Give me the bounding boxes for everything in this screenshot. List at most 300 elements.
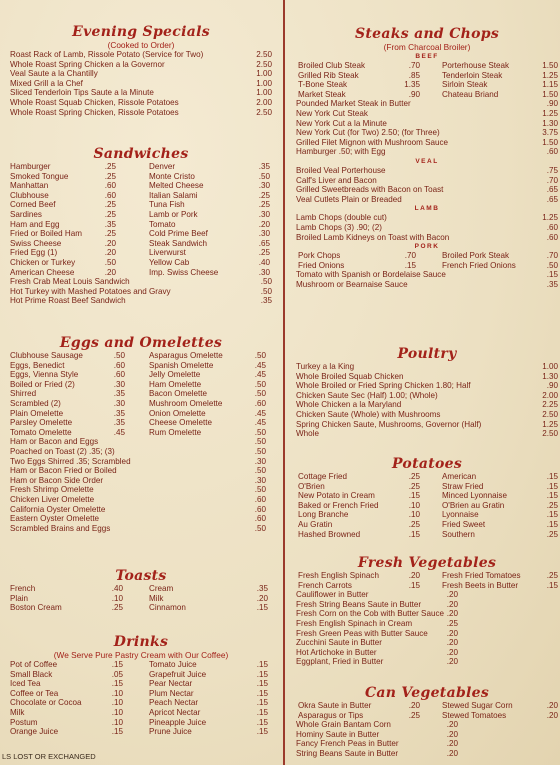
item-name: Tuna Fish	[149, 200, 185, 210]
item-name: Whole Broiled Squab Chicken	[296, 371, 404, 381]
item-price: .25	[408, 472, 420, 481]
item-price: 2.50	[256, 50, 272, 59]
item-name: Hamburger .50; with Egg	[296, 147, 386, 157]
item-price: .15	[111, 660, 123, 669]
item-name: Straw Fried	[442, 481, 484, 491]
menu-item-pair	[10, 584, 272, 594]
item-price: .50	[258, 171, 270, 181]
menu-item-pair	[296, 71, 558, 81]
menu-item	[10, 98, 272, 108]
item-name: American Cheese	[10, 267, 75, 277]
section-subtitle: (Cooked to Order)	[107, 40, 175, 50]
item-name: Rum Omelette	[149, 427, 202, 437]
menu-item-pair	[296, 80, 558, 90]
menu-item	[296, 213, 558, 223]
item-name: Mushroom Omelette	[149, 398, 223, 408]
item-price: .60	[104, 190, 116, 200]
item-name: Whole	[296, 429, 319, 439]
item-price: .20	[446, 739, 458, 749]
item-name: T-Bone Steak	[298, 80, 348, 90]
item-name: Orange Juice	[10, 727, 59, 737]
item-price: 1.15	[542, 80, 558, 90]
item-price: .25	[104, 171, 116, 181]
item-price: .60	[546, 232, 558, 242]
item-price: 2.50	[256, 59, 272, 69]
item-price: 2.50	[256, 107, 272, 117]
item-price: 1.50	[542, 89, 558, 99]
item-price: 1.25	[542, 213, 558, 223]
item-price: .15	[404, 260, 416, 270]
menu-item	[10, 88, 272, 98]
item-name: Ham or Bacon Fried or Boiled	[10, 466, 117, 476]
item-price: .15	[546, 472, 558, 481]
item-name: Cold Prime Beef	[149, 229, 208, 239]
menu-item-pair	[296, 90, 558, 100]
item-name: Clubhouse Sausage	[10, 351, 83, 360]
item-price: .70	[546, 251, 558, 261]
menu-item-pair	[296, 61, 558, 71]
item-name: Lamb Chops (double cut)	[296, 213, 387, 223]
poultry-section	[296, 346, 558, 439]
item-name: French Carrots	[298, 580, 352, 590]
section-title: Fresh Vegetables	[357, 555, 497, 571]
item-price: .60	[254, 504, 266, 514]
item-name: Eggs, Vienna Style	[10, 370, 79, 380]
menu-item	[296, 619, 558, 629]
item-name: New York Cut (for Two) 2.50; (for Three)	[296, 128, 440, 138]
item-price: .20	[104, 248, 116, 258]
menu-item-pair	[10, 191, 272, 201]
item-name: Baked or French Fried	[298, 500, 379, 510]
item-price: .15	[546, 519, 558, 529]
item-price: .10	[111, 698, 123, 708]
item-price: .15	[546, 270, 558, 280]
item-price: .60	[113, 370, 125, 380]
item-price: .60	[546, 222, 558, 232]
item-price: .45	[254, 418, 266, 428]
item-price: .20	[446, 609, 458, 619]
item-name: Boiled or Fried (2)	[10, 379, 75, 389]
item-name: Fresh Green Peas with Butter Sauce	[296, 628, 428, 638]
item-price: .10	[111, 593, 123, 603]
menu-item-pair	[296, 520, 558, 530]
item-price: .25	[258, 200, 270, 210]
fresh-vegetables-section	[296, 555, 558, 667]
menu-item-pair	[10, 248, 272, 258]
item-name: Jelly Omelette	[149, 370, 201, 380]
menu-item-pair	[10, 351, 272, 361]
item-name: Two Eggs Shirred .35; Scrambled	[10, 456, 131, 466]
item-price: 2.25	[542, 400, 558, 410]
item-price: .20	[446, 748, 458, 758]
menu-item-pair	[10, 670, 272, 680]
item-name: Tenderloin Steak	[442, 70, 503, 80]
item-name: Ham or Bacon and Eggs	[10, 437, 99, 447]
item-price: .05	[111, 669, 123, 679]
item-price: 2.00	[256, 97, 272, 107]
item-price: .35	[260, 296, 272, 306]
item-name: Tomato with Spanish or Bordelaise Sauce	[296, 270, 446, 280]
item-price: .30	[258, 181, 270, 191]
item-price: .15	[256, 717, 268, 727]
item-name: Broiled Pork Steak	[442, 251, 510, 261]
item-price: .10	[408, 510, 420, 520]
menu-item	[296, 166, 558, 176]
item-price: .20	[104, 238, 116, 248]
item-name: American	[442, 472, 477, 481]
item-price: .15	[256, 660, 268, 669]
item-name: Cream	[149, 584, 174, 593]
item-price: .45	[113, 427, 125, 437]
item-price: .65	[258, 238, 270, 248]
item-name: Whole Grain Bantam Corn	[296, 720, 391, 730]
item-name: Chateau Briand	[442, 89, 499, 99]
item-price: .25	[258, 248, 270, 258]
item-price: .20	[446, 599, 458, 609]
item-price: .20	[546, 701, 558, 710]
menu-item-pair	[296, 510, 558, 520]
item-price: .25	[258, 190, 270, 200]
menu-item-pair	[10, 418, 272, 428]
menu-item	[10, 505, 272, 515]
item-name: Scrambled Brains and Eggs	[10, 523, 111, 533]
menu-item-pair	[10, 698, 272, 708]
item-price: .90	[546, 99, 558, 109]
item-name: Fried Onions	[298, 260, 345, 270]
item-price: .50	[113, 351, 125, 360]
menu-item	[296, 147, 558, 157]
menu-item	[296, 609, 558, 619]
item-name: Cinnamon	[149, 603, 186, 613]
item-name: Grilled Sweetbreads with Bacon on Toast	[296, 185, 444, 195]
item-price: .30	[258, 229, 270, 239]
item-price: .30	[113, 379, 125, 389]
item-price: 1.30	[542, 371, 558, 381]
item-price: .30	[258, 267, 270, 277]
item-price: .35	[546, 279, 558, 289]
item-price: 1.00	[256, 78, 272, 88]
item-price: .75	[546, 165, 558, 175]
item-price: 1.00	[256, 88, 272, 98]
item-price: .50	[260, 277, 272, 287]
item-name: Fresh English Spinach in Cream	[296, 618, 413, 628]
menu-item-pair	[10, 409, 272, 419]
menu-item	[296, 138, 558, 148]
menu-item-pair	[296, 491, 558, 501]
item-price: .70	[408, 61, 420, 70]
menu-item	[10, 287, 272, 297]
item-price: .20	[256, 593, 268, 603]
menu-item-pair	[10, 689, 272, 699]
item-price: .60	[546, 147, 558, 157]
item-name: Chicken Saute Sec (Half) 1.00; (Whole)	[296, 390, 438, 400]
item-price: 3.75	[542, 128, 558, 138]
item-name: Plain Omelette	[10, 408, 64, 418]
item-price: .50	[254, 523, 266, 533]
item-price: .25	[546, 571, 558, 580]
item-price: 2.00	[542, 390, 558, 400]
item-name: Stewed Sugar Corn	[442, 701, 513, 710]
item-name: Broiled Veal Porterhouse	[296, 165, 386, 175]
item-price: .15	[256, 679, 268, 689]
item-name: Tomato Omelette	[10, 427, 72, 437]
menu-item	[10, 476, 272, 486]
item-price: .15	[546, 580, 558, 590]
item-price: .20	[446, 657, 458, 667]
item-name: Prune Juice	[149, 727, 192, 737]
menu-item	[10, 296, 272, 306]
item-name: French Fried Onions	[442, 260, 516, 270]
item-name: Milk	[10, 707, 25, 717]
menu-item-pair	[10, 594, 272, 604]
item-price: .15	[256, 727, 268, 737]
item-name: Fresh Fried Tomatoes	[442, 571, 521, 580]
item-price: .20	[446, 590, 458, 600]
item-price: 1.25	[542, 419, 558, 429]
item-name: Pork Chops	[298, 251, 341, 261]
item-name: String Beans Saute in Butter	[296, 748, 399, 758]
item-price: .25	[446, 618, 458, 628]
item-price: .45	[254, 408, 266, 418]
beef-label: BEEF	[415, 53, 439, 60]
item-name: Spanish Omelette	[149, 360, 214, 370]
item-name: Plain	[10, 593, 28, 603]
item-name: Postum	[10, 717, 38, 727]
menu-item	[296, 195, 558, 205]
item-name: Grapefruit Juice	[149, 669, 207, 679]
menu-item	[296, 233, 558, 243]
menu-item	[296, 420, 558, 430]
menu-item	[10, 485, 272, 495]
menu-item-pair	[10, 268, 272, 278]
item-name: Sliced Tenderloin Tips Saute a la Minute	[10, 88, 154, 98]
menu-item	[296, 730, 558, 740]
menu-item	[10, 495, 272, 505]
menu-item	[296, 223, 558, 233]
item-price: .25	[104, 200, 116, 210]
item-name: Whole Roast Spring Chicken, Rissole Potatoes	[10, 107, 179, 117]
menu-item	[296, 280, 558, 290]
menu-item	[296, 629, 558, 639]
menu-item-pair	[10, 718, 272, 728]
item-price: .20	[104, 267, 116, 277]
item-price: .35	[258, 162, 270, 171]
item-price: .70	[404, 251, 416, 261]
column-divider	[283, 0, 285, 765]
menu-item	[10, 60, 272, 70]
item-name: Milk	[149, 593, 164, 603]
item-name: Whole Broiled or Fried Spring Chicken 1.80; Half	[296, 381, 471, 391]
item-price: .20	[408, 701, 420, 710]
item-name: Peach Nectar	[149, 698, 199, 708]
menu-item-pair	[10, 679, 272, 689]
menu-item	[10, 108, 272, 118]
menu-item	[296, 128, 558, 138]
item-name: Sardines	[10, 209, 42, 219]
menu-item	[296, 590, 558, 600]
item-name: Spring Chicken Saute, Mushrooms, Governor (Half)	[296, 419, 482, 429]
menu-item-pair	[10, 727, 272, 737]
menu-item-pair	[10, 162, 272, 172]
item-name: Apricot Nectar	[149, 707, 201, 717]
menu-item	[296, 372, 558, 382]
item-price: .20	[446, 638, 458, 648]
item-price: 2.50	[542, 429, 558, 439]
menu-item-pair	[296, 530, 558, 540]
item-price: .15	[111, 679, 123, 689]
item-name: O'Brien	[298, 481, 325, 491]
item-name: Eggs, Benedict	[10, 360, 65, 370]
item-price: .10	[111, 688, 123, 698]
item-price: .15	[408, 529, 420, 539]
item-price: .15	[256, 707, 268, 717]
menu-item	[296, 99, 558, 109]
menu-item	[10, 466, 272, 476]
item-price: .65	[546, 185, 558, 195]
menu-item-pair	[296, 581, 558, 591]
item-name: Hot Artichoke in Butter	[296, 647, 377, 657]
item-price: .40	[111, 584, 123, 593]
item-name: Fresh Crab Meat Louis Sandwich	[10, 277, 130, 287]
menu-item	[296, 739, 558, 749]
item-price: .85	[408, 70, 420, 80]
item-name: Pear Nectar	[149, 679, 193, 689]
section-title: Can Vegetables	[364, 685, 490, 701]
item-price: .50	[254, 379, 266, 389]
menu-item	[10, 457, 272, 467]
menu-item-pair	[10, 229, 272, 239]
item-price: .15	[546, 491, 558, 501]
item-name: Fancy French Peas in Butter	[296, 739, 399, 749]
item-name: Hashed Browned	[298, 529, 361, 539]
item-name: Stewed Tomatoes	[442, 710, 507, 720]
item-name: New York Cut a la Minute	[296, 118, 387, 128]
item-price: .25	[408, 481, 420, 491]
item-name: Long Branche	[298, 510, 349, 520]
item-price: .15	[408, 580, 420, 590]
item-price: .25	[111, 603, 123, 613]
can-vegetables-section	[296, 685, 558, 759]
item-name: New York Cut Steak	[296, 108, 368, 118]
item-name: Southern	[442, 529, 475, 539]
pork-label: PORK	[414, 243, 440, 251]
item-name: Fresh English Spinach	[298, 571, 379, 580]
menu-item	[296, 638, 558, 648]
item-price: .60	[104, 181, 116, 191]
footer-note: LS LOST OR EXCHANGED	[2, 752, 96, 761]
item-price: .50	[254, 466, 266, 476]
item-price: .50	[260, 286, 272, 296]
item-name: Veal Saute a la Chantilly	[10, 69, 98, 79]
item-price: .15	[111, 727, 123, 737]
item-name: Chicken or Turkey	[10, 257, 76, 267]
menu-item	[296, 270, 558, 280]
item-name: Chicken Saute (Whole) with Mushrooms	[296, 409, 441, 419]
menu-item-pair	[10, 660, 272, 670]
eggs-omelettes-section	[10, 335, 272, 533]
item-name: Clubhouse	[10, 190, 49, 200]
item-price: .15	[546, 510, 558, 520]
item-price: .60	[254, 514, 266, 524]
item-price: .35	[104, 219, 116, 229]
menu-item	[10, 69, 272, 79]
menu-item-pair	[10, 428, 272, 438]
item-price: .20	[446, 729, 458, 739]
item-name: Hot Turkey with Mashed Potatoes and Gravy	[10, 286, 171, 296]
item-name: California Oyster Omelette	[10, 504, 106, 514]
item-price: .15	[256, 603, 268, 613]
section-subtitle: (We Serve Pure Pastry Cream with Our Coffee)	[53, 650, 229, 660]
item-name: French	[10, 584, 36, 593]
item-price: .25	[104, 229, 116, 239]
item-name: Sirloin Steak	[442, 80, 488, 90]
menu-item-pair	[10, 708, 272, 718]
item-name: Liverwurst	[149, 248, 186, 258]
item-price: .20	[408, 571, 420, 580]
item-price: .10	[408, 500, 420, 510]
item-price: 1.50	[542, 137, 558, 147]
menu-item	[296, 410, 558, 420]
item-price: .25	[408, 710, 420, 720]
menu-item	[296, 648, 558, 658]
menu-item-pair	[10, 172, 272, 182]
menu-item-pair	[296, 482, 558, 492]
item-name: Whole Chicken a la Maryland	[296, 400, 402, 410]
item-name: Ham and Egg	[10, 219, 60, 229]
item-name: Broiled Lamb Kidneys on Toast with Bacon	[296, 232, 450, 242]
menu-item-pair	[296, 711, 558, 721]
sandwiches-section	[10, 146, 272, 306]
item-price: .25	[546, 500, 558, 510]
item-name: Shirred	[10, 389, 37, 399]
section-title: Drinks	[113, 634, 169, 650]
menu-item	[10, 79, 272, 89]
menu-item-pair	[10, 210, 272, 220]
steaks-chops-section	[296, 26, 558, 289]
item-price: 1.00	[542, 362, 558, 371]
item-name: Small Black	[10, 669, 53, 679]
menu-item	[10, 447, 272, 457]
item-name: Fresh Shrimp Omelette	[10, 485, 94, 495]
menu-item	[296, 381, 558, 391]
item-name: Monte Cristo	[149, 171, 195, 181]
item-name: Mushroom or Bearnaise Sauce	[296, 279, 408, 289]
item-price: .60	[254, 494, 266, 504]
item-name: Au Gratin	[298, 519, 333, 529]
item-name: Iced Tea	[10, 679, 41, 689]
section-title: Eggs and Omelettes	[59, 335, 223, 351]
item-name: Mixed Grill a la Chef	[10, 78, 83, 88]
menu-item-pair	[10, 181, 272, 191]
menu-item-pair	[10, 399, 272, 409]
menu-item	[296, 391, 558, 401]
item-name: Poached on Toast (2) .35; (3)	[10, 446, 115, 456]
item-price: .25	[104, 162, 116, 171]
menu-item	[296, 720, 558, 730]
item-price: 1.50	[542, 61, 558, 70]
item-price: 1.25	[542, 108, 558, 118]
item-name: Asparagus Omelette	[149, 351, 223, 360]
menu-item-pair	[10, 389, 272, 399]
section-title: Poultry	[397, 346, 457, 362]
item-price: .15	[408, 491, 420, 501]
item-price: 2.50	[542, 409, 558, 419]
item-price: .90	[546, 381, 558, 391]
section-subtitle: (From Charcoal Broiler)	[383, 42, 471, 52]
item-price: .30	[254, 475, 266, 485]
drinks-section	[10, 634, 272, 737]
menu-item	[296, 185, 558, 195]
